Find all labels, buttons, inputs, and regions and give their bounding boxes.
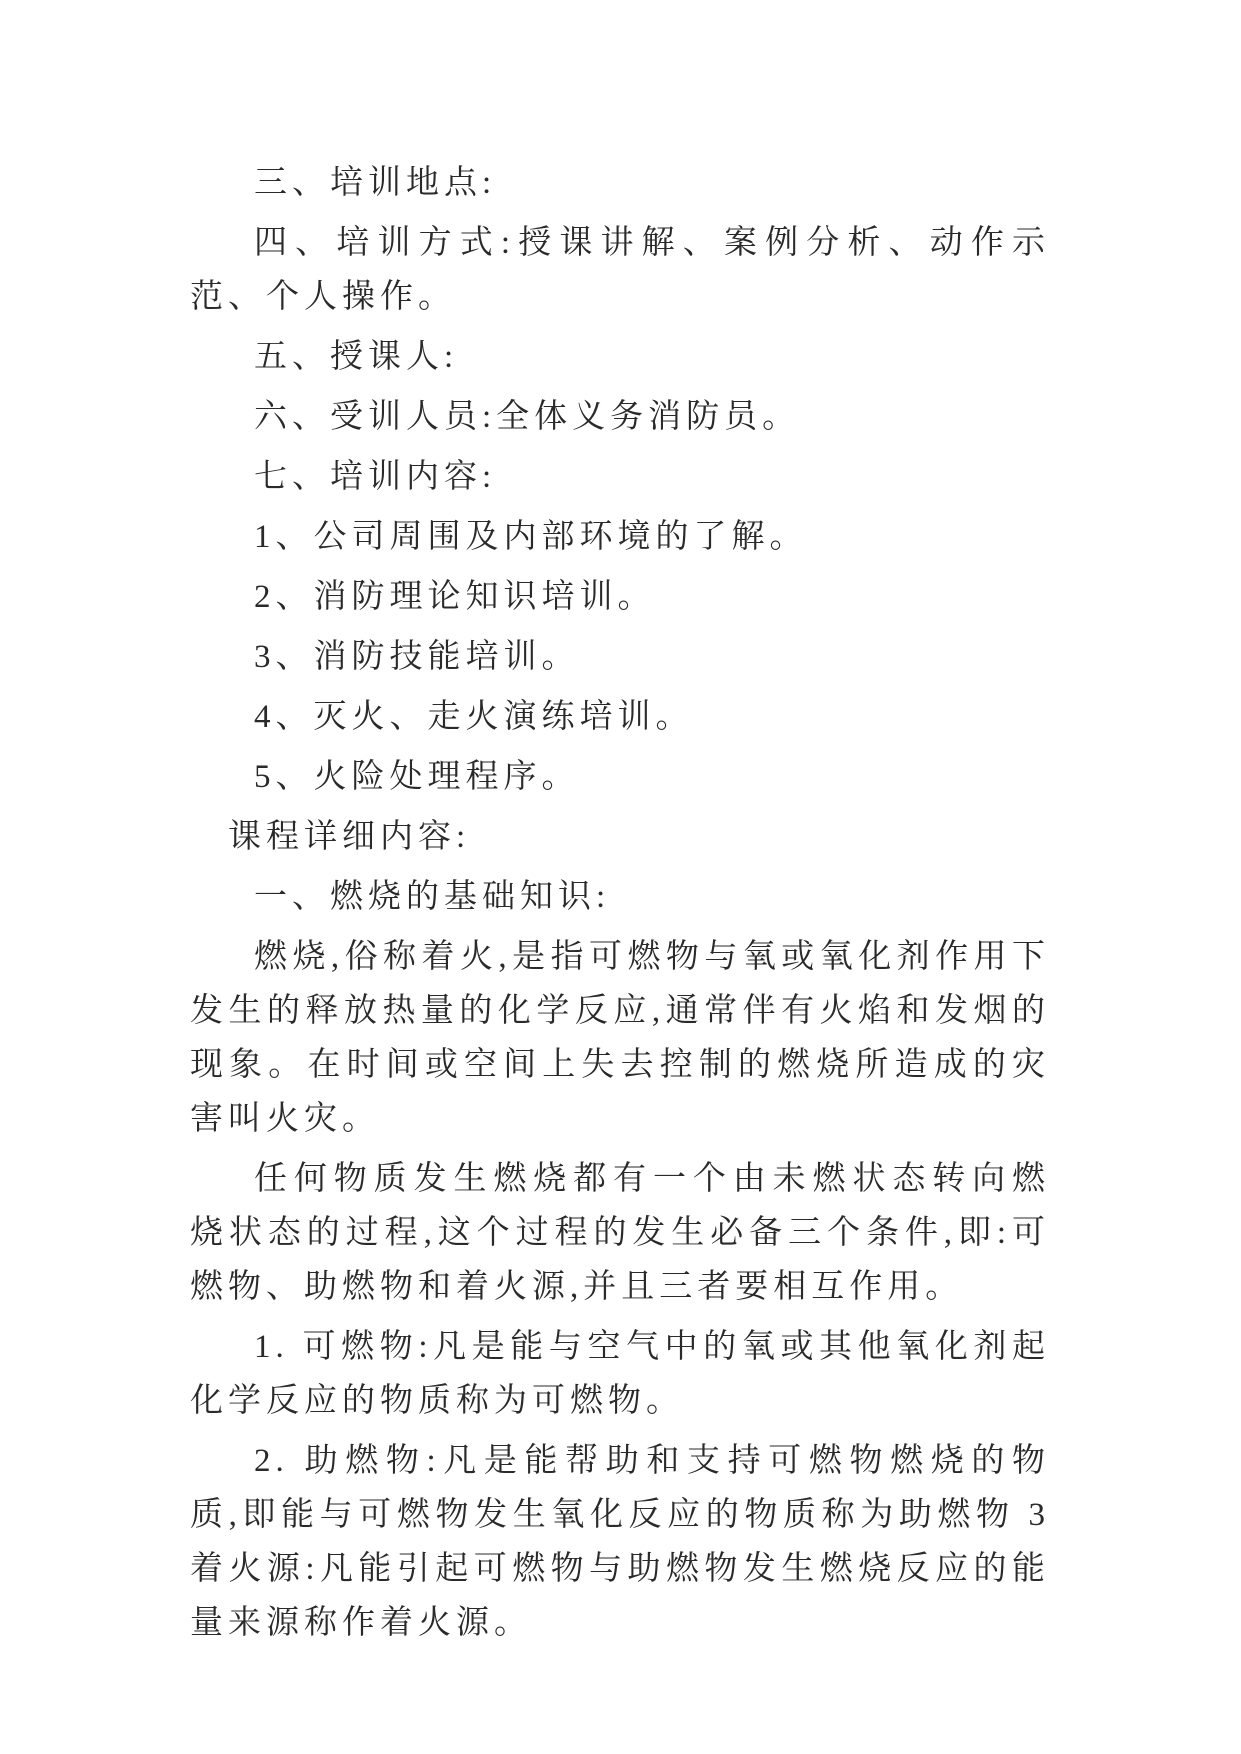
paragraph: 2. 助燃物:凡是能帮助和支持可燃物燃烧的物质,即能与可燃物发生氧化反应的物质称为助燃物 3 着火源:凡能引起可燃物与助燃物发生燃烧反应的能量来源称作着火源。 — [190, 1443, 1050, 1641]
paragraph: 5、火险处理程序。 — [254, 759, 580, 795]
paragraph: 六、受训人员:全体义务消防员。 — [254, 399, 801, 435]
paragraph: 四、培训方式:授课讲解、案例分析、动作示范、个人操作。 — [190, 225, 1050, 315]
paragraph: 4、灭火、走火演练培训。 — [254, 699, 694, 735]
paragraph: 2、消防理论知识培训。 — [254, 579, 656, 615]
paragraph: 3、消防技能培训。 — [254, 639, 580, 675]
paragraph: 燃烧,俗称着火,是指可燃物与氧或氧化剂作用下发生的释放热量的化学反应,通常伴有火焰和发烟的现象。在时间或空间上失去控制的燃烧所造成的灾害叫火灾。 — [190, 939, 1050, 1137]
paragraph: 1、公司周围及内部环境的了解。 — [254, 519, 808, 555]
paragraph: 三、培训地点: — [254, 165, 497, 201]
document-body — [190, 156, 1050, 1656]
paragraph: 任何物质发生燃烧都有一个由未燃状态转向燃烧状态的过程,这个过程的发生必备三个条件,即:可燃物、助燃物和着火源,并且三者要相互作用。 — [190, 1161, 1050, 1305]
paragraph: 1. 可燃物:凡是能与空气中的氧或其他氧化剂起化学反应的物质称为可燃物。 — [190, 1329, 1050, 1419]
paragraph: 一、燃烧的基础知识: — [254, 879, 611, 915]
paragraph: 五、授课人: — [254, 339, 459, 375]
paragraph: 课程详细内容: — [228, 819, 471, 855]
paragraph: 七、培训内容: — [254, 459, 497, 495]
